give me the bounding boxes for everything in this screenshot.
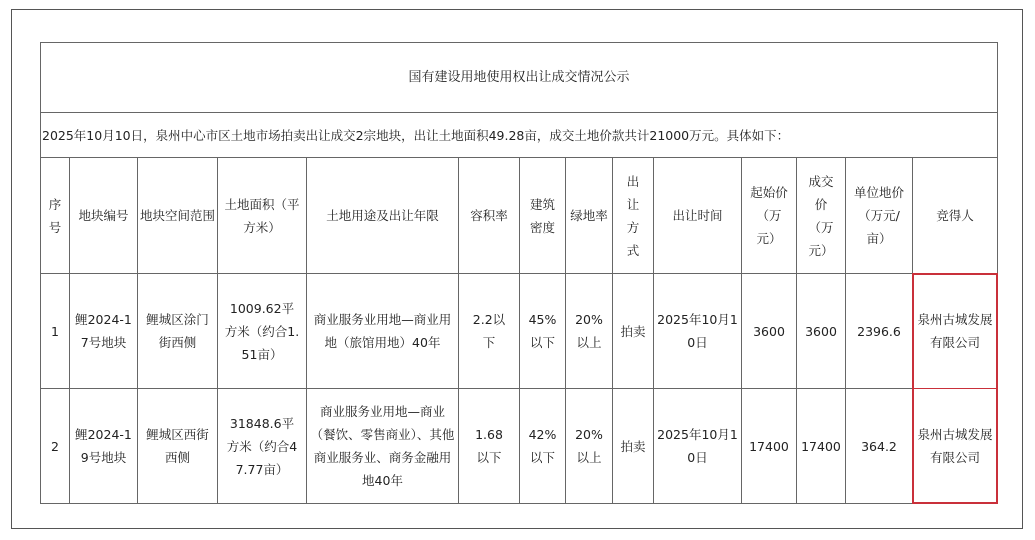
cell-unit-price: 364.2 [846, 389, 913, 504]
header-location: 地块空间范围 [138, 158, 218, 274]
header-unit-price: 单位地价（万元/亩） [846, 158, 913, 274]
cell-winner [913, 274, 998, 389]
header-density: 建筑密度 [520, 158, 566, 274]
cell-parcel: 鲤2024-19号地块 [70, 389, 138, 504]
cell-density: 42%以下 [520, 389, 566, 504]
title-row [41, 43, 998, 113]
cell-location: 鲤城区涂门街西侧 [138, 274, 218, 389]
land-transaction-table [40, 42, 998, 504]
header-green: 绿地率 [566, 158, 613, 274]
cell-method: 拍卖 [613, 274, 654, 389]
cell-unit-price: 2396.6 [846, 274, 913, 389]
header-parcel: 地块编号 [70, 158, 138, 274]
winner-text: 泉州古城发展有限公司 [917, 312, 993, 350]
cell-no: 1 [41, 274, 70, 389]
table-row [41, 389, 998, 504]
cell-deal-price: 3600 [797, 274, 846, 389]
cell-area: 31848.6平方米（约合47.77亩） [218, 389, 307, 504]
header-row [41, 158, 998, 274]
header-far: 容积率 [459, 158, 520, 274]
cell-area: 1009.62平方米（约合1.51亩） [218, 274, 307, 389]
header-deal-price: 成交价（万元） [797, 158, 846, 274]
cell-start-price: 17400 [742, 389, 797, 504]
cell-usage: 商业服务业用地—商业（餐饮、零售商业）、其他商业服务业、商务金融用地40年 [307, 389, 459, 504]
cell-parcel: 鲤2024-17号地块 [70, 274, 138, 389]
header-method: 出让方式 [613, 158, 654, 274]
header-usage: 土地用途及出让年限 [307, 158, 459, 274]
table-row [41, 274, 998, 389]
cell-deal-price: 17400 [797, 389, 846, 504]
summary-row [41, 113, 998, 158]
summary-text: 2025年10月10日，泉州中心市区土地市场拍卖出让成交2宗地块，出让土地面积49.28亩，成交土地价款共计21000万元。具体如下： [41, 113, 998, 158]
header-start-price: 起始价（万元） [742, 158, 797, 274]
cell-winner [913, 389, 998, 504]
cell-date: 2025年10月10日 [654, 274, 742, 389]
cell-location: 鲤城区西街西侧 [138, 389, 218, 504]
header-date: 出让时间 [654, 158, 742, 274]
winner-highlight-box [912, 388, 998, 504]
cell-far: 1.68以下 [459, 389, 520, 504]
cell-no: 2 [41, 389, 70, 504]
cell-density: 45%以下 [520, 274, 566, 389]
cell-green: 20%以上 [566, 389, 613, 504]
table-title: 国有建设用地使用权出让成交情况公示 [41, 43, 998, 113]
winner-highlight-box [912, 273, 998, 389]
header-winner: 竞得人 [913, 158, 998, 274]
cell-usage: 商业服务业用地—商业用地（旅馆用地）40年 [307, 274, 459, 389]
cell-date: 2025年10月10日 [654, 389, 742, 504]
winner-text: 泉州古城发展有限公司 [917, 427, 993, 465]
header-area: 土地面积（平方米） [218, 158, 307, 274]
cell-method: 拍卖 [613, 389, 654, 504]
header-no: 序号 [41, 158, 70, 274]
cell-far: 2.2以下 [459, 274, 520, 389]
cell-start-price: 3600 [742, 274, 797, 389]
cell-green: 20%以上 [566, 274, 613, 389]
